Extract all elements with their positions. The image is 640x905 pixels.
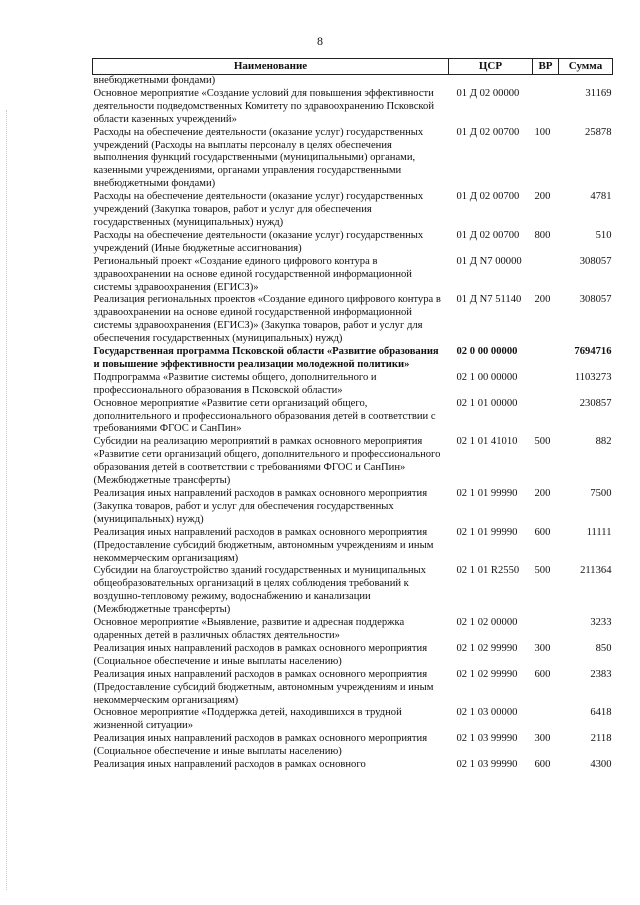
row-sum-cell: 25878 <box>585 126 612 138</box>
row-name-cell: Реализация иных направлений расходов в рамках основного мероприятия (Закупка товаров, работ и услуг для обеспечения государственных (муниципальных) нужд) <box>93 488 428 525</box>
row-vr-cell <box>533 707 559 733</box>
row-vr-cell: 500 <box>534 436 551 448</box>
row-csr-cell: 02 1 01 99990 <box>456 488 518 499</box>
header-csr: ЦСР <box>449 59 533 75</box>
row-sum-cell: 4300 <box>590 759 612 771</box>
table-row <box>93 398 613 437</box>
row-sum-cell: 882 <box>595 436 612 448</box>
row-vr-cell <box>533 617 559 643</box>
page-number: 8 <box>317 34 323 48</box>
table-row <box>93 643 613 669</box>
row-name-cell: Основное мероприятие «Поддержка детей, находившихся в трудной жизненной ситуации» <box>93 707 402 732</box>
row-name-cell: Подпрограмма «Развитие системы общего, дополнительного и профессионального образования в Псковской области» <box>93 371 377 396</box>
row-csr-cell: 02 1 02 00000 <box>456 617 518 629</box>
row-name-cell: Субсидии на благоустройство зданий государственных и муниципальных общеобразовательных организаций в целях соблюдения требований к воздушно-тепловому режиму, водоснабжению и канализации (Межбюджетные трансферты) <box>93 565 426 616</box>
row-sum-cell: 2118 <box>590 733 612 745</box>
row-csr-cell: 01 Д 02 00000 <box>456 87 520 99</box>
table-row <box>93 191 613 230</box>
row-csr-cell: 02 1 01 99990 <box>456 526 518 538</box>
row-sum-cell: 211364 <box>580 565 612 577</box>
row-name-cell: Реализация иных направлений расходов в рамках основного <box>93 759 366 771</box>
table-row <box>93 436 613 488</box>
row-sum-cell: 1103273 <box>574 371 612 383</box>
row-name-cell: Основное мероприятие «Создание условий для повышения эффективности деятельности подведомственных Комитету по здравоохранению Псковской области казенных учреждений» <box>93 87 434 125</box>
row-vr-cell <box>533 75 559 88</box>
row-name-cell: Региональный проект «Создание единого цифрового контура в здравоохранении на основе единой государственной информационной системы здравоохранения (ЕГИСЗ)» <box>93 255 412 293</box>
table-body <box>93 75 613 772</box>
row-name-cell: Реализация иных направлений расходов в рамках основного мероприятия (Предоставление субсидий бюджетным, автономным учреждениям и иным некоммерческим организациям) <box>93 526 434 564</box>
table-row <box>93 294 613 346</box>
margin-scan-artifact <box>6 110 9 890</box>
row-sum-cell: 7694716 <box>574 346 612 358</box>
row-csr-cell: 02 1 03 99990 <box>456 733 518 745</box>
row-csr-cell: 02 1 01 00000 <box>456 397 518 409</box>
row-csr-cell <box>449 75 533 88</box>
table-row <box>93 127 613 192</box>
row-name-cell: Основное мероприятие «Развитие сети организаций общего, дополнительного и профессионального образования детей в соответствии с требованиями ФГОС и СанПин» <box>93 397 436 435</box>
row-csr-cell: 01 Д N7 51140 <box>456 294 522 306</box>
row-sum-cell: 510 <box>595 229 612 241</box>
row-csr-cell: 02 1 02 99990 <box>456 668 518 680</box>
table-row <box>93 527 613 566</box>
row-vr-cell: 800 <box>534 229 551 241</box>
row-name-cell: внебюджетными фондами) <box>93 75 216 86</box>
table-row <box>93 256 613 295</box>
row-csr-cell: 01 Д 02 00700 <box>456 126 520 138</box>
table-header-row <box>93 59 613 75</box>
row-csr-cell: 02 1 02 99990 <box>456 642 518 654</box>
table-row <box>93 230 613 256</box>
row-name-cell: Реализация иных направлений расходов в рамках основного мероприятия (Социальное обеспечение и иные выплаты населению) <box>93 733 428 758</box>
table-row <box>93 75 613 88</box>
header-vr: ВР <box>533 59 559 75</box>
row-vr-cell: 600 <box>534 526 551 538</box>
row-csr-cell: 01 Д N7 00000 <box>456 255 522 267</box>
header-name: Наименование <box>93 59 449 75</box>
row-csr-cell: 02 1 03 99990 <box>456 759 518 771</box>
row-name-cell: Реализация иных направлений расходов в рамках основного мероприятия (Социальное обеспечение и иные выплаты населению) <box>93 642 428 667</box>
row-sum-cell: 308057 <box>579 255 612 267</box>
row-name-cell: Реализация иных направлений расходов в рамках основного мероприятия (Предоставление субсидий бюджетным, автономным учреждениям и иным некоммерческим организациям) <box>93 668 434 706</box>
row-vr-cell: 600 <box>534 759 551 771</box>
table-row <box>93 488 613 527</box>
row-vr-cell <box>533 256 559 295</box>
table-row <box>93 617 613 643</box>
row-name-cell: Расходы на обеспечение деятельности (оказание услуг) государственных учреждений (Расходы на выплаты персоналу в целях обеспечения выполнения функций государственными (муниципальными) органами, казенными учреждениями, органами управления государственными внебюджетными фондами) <box>93 126 424 190</box>
row-vr-cell: 100 <box>534 126 551 138</box>
row-csr-cell: 02 0 00 00000 <box>456 346 518 358</box>
budget-table-container <box>92 58 612 772</box>
table-row <box>93 669 613 708</box>
row-sum-cell: 11111 <box>586 526 612 538</box>
row-sum-cell: 850 <box>595 642 612 654</box>
row-sum-cell: 7500 <box>590 488 612 499</box>
row-vr-cell: 200 <box>534 488 551 499</box>
row-vr-cell: 500 <box>534 565 551 577</box>
row-vr-cell: 300 <box>534 642 551 654</box>
row-vr-cell <box>533 346 559 372</box>
row-name-cell: Расходы на обеспечение деятельности (оказание услуг) государственных учреждений (Закупка товаров, работ и услуг для обеспечения государственных (муниципальных) нужд) <box>93 191 424 228</box>
row-vr-cell <box>533 372 559 398</box>
row-name-cell: Государственная программа Псковской области «Развитие образования и повышение эффективности реализации молодежной политики» <box>93 346 439 370</box>
table-row <box>93 707 613 733</box>
table-row <box>93 733 613 759</box>
row-vr-cell: 600 <box>534 668 551 680</box>
row-vr-cell <box>533 88 559 127</box>
row-sum-cell <box>559 75 613 88</box>
row-sum-cell: 3233 <box>590 617 612 629</box>
row-sum-cell: 6418 <box>590 707 612 719</box>
table-row <box>93 88 613 127</box>
table-row <box>93 759 613 772</box>
row-csr-cell: 01 Д 02 00700 <box>456 229 520 241</box>
table-row <box>93 372 613 398</box>
row-sum-cell: 230857 <box>579 397 612 409</box>
row-name-cell: Реализация региональных проектов «Создание единого цифрового контура в здравоохранении на основе единой государственной информационной системы здравоохранения (ЕГИСЗ)» (Закупка товаров, работ и услуг для обеспечения государственных (муниципальных) нужд) <box>93 294 441 345</box>
header-sum: Сумма <box>559 59 613 75</box>
row-csr-cell: 02 1 01 41010 <box>456 436 518 448</box>
row-csr-cell: 01 Д 02 00700 <box>456 191 520 203</box>
row-vr-cell: 200 <box>534 294 551 306</box>
table-row <box>93 346 613 372</box>
row-sum-cell: 4781 <box>590 191 612 203</box>
row-name-cell: Субсидии на реализацию мероприятий в рамках основного мероприятия «Развитие сети организаций общего, дополнительного и профессионального образования детей в соответствии с требованиями ФГОС и СанПин» (Межбюджетные трансферты) <box>93 436 441 487</box>
row-csr-cell: 02 1 01 R2550 <box>456 565 520 577</box>
table-row <box>93 565 613 617</box>
row-sum-cell: 2383 <box>590 668 612 680</box>
row-vr-cell: 300 <box>534 733 551 745</box>
row-vr-cell <box>533 398 559 437</box>
row-csr-cell: 02 1 00 00000 <box>456 371 518 383</box>
budget-table <box>92 58 613 772</box>
row-vr-cell: 200 <box>534 191 551 203</box>
row-name-cell: Основное мероприятие «Выявление, развитие и адресная поддержка одаренных детей в различных областях деятельности» <box>93 617 405 641</box>
row-sum-cell: 308057 <box>579 294 612 306</box>
row-sum-cell: 31169 <box>585 87 612 99</box>
row-name-cell: Расходы на обеспечение деятельности (оказание услуг) государственных учреждений (Иные бюджетные ассигнования) <box>93 229 424 254</box>
row-csr-cell: 02 1 03 00000 <box>456 707 518 719</box>
